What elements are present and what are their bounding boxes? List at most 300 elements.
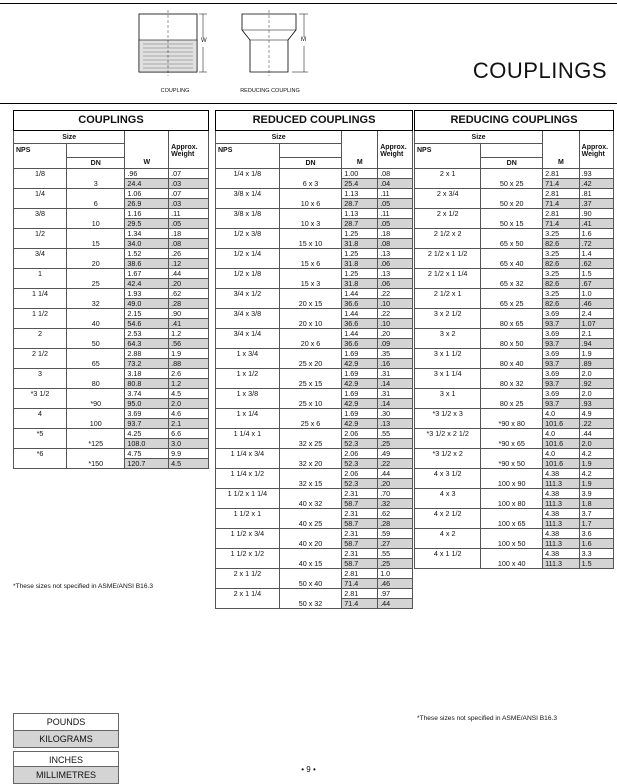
reduced-dn-cell: 25 x 15 <box>279 379 342 389</box>
reduced-row-metric <box>216 179 413 189</box>
reduced-weight-pounds-cell: 1.0 <box>378 569 413 579</box>
reducing-row <box>415 289 614 299</box>
reduced-dim-inches-cell: 2.31 <box>342 529 378 539</box>
reducing-dim-inches-cell: 4.0 <box>543 429 580 439</box>
reduced-dn-cell: 25 x 10 <box>279 399 342 409</box>
couplings-nps-cell: 3/4 <box>14 249 67 259</box>
couplings-dn-cell: *150 <box>67 459 125 469</box>
reducing-dim-mm-cell: 71.4 <box>543 199 580 209</box>
reduced-weight-pounds-cell: .30 <box>378 409 413 419</box>
reducing-nps-cell: *3 1/2 x 2 1/2 <box>415 429 481 439</box>
reduced-blank-cell <box>279 229 342 239</box>
reducing-weight-pounds-cell: .90 <box>579 209 613 219</box>
reduced-dim-mm-cell: 36.6 <box>342 339 378 349</box>
reduced-dim-inches-cell: 2.06 <box>342 449 378 459</box>
couplings-w-header: W <box>125 158 169 169</box>
couplings-weight-kg-cell: 4.5 <box>169 459 209 469</box>
reduced-dn-cell: 25 x 20 <box>279 359 342 369</box>
couplings-row-metric <box>14 179 209 189</box>
reduced-row-metric <box>216 299 413 309</box>
reduced-dim-inches-cell: 2.31 <box>342 509 378 519</box>
couplings-blank-cell <box>14 419 67 429</box>
reducing-weight-pounds-cell: 2.4 <box>579 309 613 319</box>
reducing-dim-mm-cell: 101.6 <box>543 439 580 449</box>
legend-inches: INCHES <box>13 751 119 769</box>
reducing-dim-inches-cell: 2.81 <box>543 169 580 179</box>
couplings-footnote: *These sizes not specified in ASME/ANSI B16.3 <box>13 583 154 590</box>
reducing-dim-inches-cell: 2.81 <box>543 209 580 219</box>
reducing-dn-cell: 80 x 50 <box>481 339 543 349</box>
reduced-dim-inches-cell: 1.69 <box>342 409 378 419</box>
reducing-weight-pounds-cell: 2.0 <box>579 389 613 399</box>
reducing-weight-pounds-cell: 3.9 <box>579 489 613 499</box>
reducing-blank-cell <box>415 219 481 229</box>
reduced-row <box>216 469 413 479</box>
top-rule <box>0 3 617 4</box>
reduced-weight-kg-cell: .09 <box>378 339 413 349</box>
reducing-blank-cell <box>481 429 543 439</box>
couplings-dim-mm-cell: 108.0 <box>125 439 169 449</box>
reduced-weight-pounds-cell: .18 <box>378 229 413 239</box>
reduced-weight-pounds-cell: .11 <box>378 209 413 219</box>
couplings-nps-cell: 2 1/2 <box>14 349 67 359</box>
couplings-blank-cell <box>67 309 125 319</box>
reduced-dim-mm-cell: 52.3 <box>342 459 378 469</box>
reduced-dim-inches-cell: 2.31 <box>342 549 378 559</box>
reducing-row-metric <box>415 219 614 229</box>
reducing-dim-mm-cell: 111.3 <box>543 479 580 489</box>
reducing-row <box>415 409 614 419</box>
reduced-weight-pounds-cell: .62 <box>378 509 413 519</box>
reduced-row <box>216 289 413 299</box>
couplings-nps-cell: *5 <box>14 429 67 439</box>
reduced-weight-kg-cell: .14 <box>378 399 413 409</box>
reducing-row <box>415 529 614 539</box>
reduced-blank-cell <box>279 289 342 299</box>
couplings-weight-pounds-cell: 6.6 <box>169 429 209 439</box>
reduced-blank-cell <box>279 429 342 439</box>
couplings-weight-pounds-cell: 4.5 <box>169 389 209 399</box>
couplings-dn-cell: 32 <box>67 299 125 309</box>
couplings-dn-cell: *90 <box>67 399 125 409</box>
reduced-weight-pounds-cell: .22 <box>378 289 413 299</box>
reducing-nps-cell: 2 x 1 <box>415 169 481 179</box>
reducing-weight-kg-cell: .93 <box>579 399 613 409</box>
reducing-row-metric <box>415 439 614 449</box>
reducing-row-metric <box>415 539 614 549</box>
reducing-row <box>415 549 614 559</box>
reducing-row <box>415 269 614 279</box>
reduced-dim-mm-cell: 52.3 <box>342 439 378 449</box>
couplings-dim-mm-cell: 120.7 <box>125 459 169 469</box>
reducing-dn-cell: 80 x 40 <box>481 359 543 369</box>
couplings-dn-cell: 25 <box>67 279 125 289</box>
couplings-weight-kg-cell: 3.0 <box>169 439 209 449</box>
reduced-blank-cell <box>216 439 280 449</box>
reducing-dn-cell: *90 x 80 <box>481 419 543 429</box>
reduced-dim-inches-cell: 1.25 <box>342 249 378 259</box>
reduced-nps-cell: 1 x 3/4 <box>216 349 280 359</box>
reduced-blank-cell <box>216 399 280 409</box>
couplings-nps-cell: 3/8 <box>14 209 67 219</box>
reduced-nps-cell: 1 x 1/2 <box>216 369 280 379</box>
reduced-blank-cell <box>216 539 280 549</box>
reducing-nps-cell: 4 x 2 1/2 <box>415 509 481 519</box>
couplings-blank-cell <box>14 339 67 349</box>
reducing-blank-cell <box>415 299 481 309</box>
reduced-nps-cell: 3/8 x 1/8 <box>216 209 280 219</box>
reducing-dim-inches-cell: 4.0 <box>543 409 580 419</box>
reducing-blank-cell <box>415 359 481 369</box>
reduced-dn-cell: 15 x 10 <box>279 239 342 249</box>
reduced-blank-cell <box>216 599 280 609</box>
couplings-table <box>13 110 209 469</box>
couplings-size-header: Size <box>14 131 125 144</box>
couplings-row <box>14 169 209 179</box>
couplings-nps-cell: 1 1/2 <box>14 309 67 319</box>
reduced-title: REDUCED COUPLINGS <box>216 111 413 131</box>
reduced-row-metric <box>216 419 413 429</box>
reducing-blank-cell <box>415 199 481 209</box>
reducing-dim-inches-cell: 3.69 <box>543 309 580 319</box>
reduced-row <box>216 429 413 439</box>
reduced-nps-cell: 1 1/4 x 1 <box>216 429 280 439</box>
couplings-dim-inches-cell: 2.15 <box>125 309 169 319</box>
reducing-row <box>415 249 614 259</box>
couplings-blank-cell <box>14 319 67 329</box>
reducing-blank-cell <box>481 369 543 379</box>
reducing-weight-kg-cell: 2.0 <box>579 439 613 449</box>
reduced-dn-header: DN <box>279 158 342 169</box>
reducing-blank-cell <box>481 389 543 399</box>
couplings-weight-pounds-cell: .90 <box>169 309 209 319</box>
reducing-nps-cell: 2 1/2 x 1 <box>415 289 481 299</box>
couplings-weight-kg-cell: .20 <box>169 279 209 289</box>
reduced-couplings-table <box>215 110 413 609</box>
couplings-weight-kg-cell: .03 <box>169 179 209 189</box>
couplings-dn-cell: 20 <box>67 259 125 269</box>
reduced-weight-kg-cell: .08 <box>378 239 413 249</box>
reduced-dim-inches-cell: 1.69 <box>342 389 378 399</box>
couplings-weight-kg-cell: .03 <box>169 199 209 209</box>
couplings-dn-cell: 15 <box>67 239 125 249</box>
reduced-dn-cell: 10 x 3 <box>279 219 342 229</box>
reduced-dim-mm-cell: 58.7 <box>342 519 378 529</box>
reduced-row-metric <box>216 479 413 489</box>
couplings-dim-inches-cell: .96 <box>125 169 169 179</box>
reduced-nps-header: NPS <box>216 144 280 158</box>
reduced-dim-mm-cell: 58.7 <box>342 559 378 569</box>
reducing-nps-cell: 3 x 1 1/4 <box>415 369 481 379</box>
couplings-blank-cell <box>14 239 67 249</box>
couplings-blank-cell <box>14 259 67 269</box>
reduced-blank-cell <box>216 359 280 369</box>
couplings-row <box>14 349 209 359</box>
reduced-weight-kg-cell: .25 <box>378 559 413 569</box>
reducing-row <box>415 429 614 439</box>
reduced-blank-cell <box>279 309 342 319</box>
reduced-nps-cell: 1 x 3/8 <box>216 389 280 399</box>
couplings-row-metric <box>14 459 209 469</box>
reduced-blank-cell <box>216 499 280 509</box>
couplings-dim-mm-cell: 95.0 <box>125 399 169 409</box>
reduced-dn-cell: 15 x 3 <box>279 279 342 289</box>
couplings-weight-pounds-cell: .07 <box>169 189 209 199</box>
couplings-row-metric <box>14 299 209 309</box>
couplings-dim-inches-cell: 3.74 <box>125 389 169 399</box>
couplings-blank-cell <box>67 289 125 299</box>
couplings-dn-cell: 50 <box>67 339 125 349</box>
reducing-nps-header: NPS <box>415 144 481 158</box>
couplings-blank-cell <box>67 349 125 359</box>
couplings-row <box>14 449 209 459</box>
reducing-dim-inches-cell: 3.69 <box>543 389 580 399</box>
reduced-row <box>216 329 413 339</box>
reducing-blank-cell <box>481 229 543 239</box>
couplings-dn-cell: 100 <box>67 419 125 429</box>
reducing-weight-kg-cell: 1.6 <box>579 539 613 549</box>
reducing-row-metric <box>415 479 614 489</box>
reducing-dim-inches-cell: 4.38 <box>543 549 580 559</box>
couplings-row <box>14 289 209 299</box>
couplings-blank-cell <box>67 449 125 459</box>
reducing-weight-header: Approx. Weight <box>579 144 613 158</box>
reducing-dim-inches-cell: 4.38 <box>543 509 580 519</box>
reducing-weight-pounds-cell: .93 <box>579 169 613 179</box>
reducing-dim-mm-cell: 111.3 <box>543 499 580 509</box>
reduced-weight-kg-cell: .10 <box>378 299 413 309</box>
reducing-weight-kg-cell: 1.9 <box>579 479 613 489</box>
reduced-row <box>216 489 413 499</box>
couplings-blank-cell <box>67 189 125 199</box>
reducing-row <box>415 229 614 239</box>
reduced-row-metric <box>216 399 413 409</box>
reducing-dn-cell: 80 x 32 <box>481 379 543 389</box>
reducing-weight-kg-cell: .94 <box>579 339 613 349</box>
reducing-nps-cell: 2 x 3/4 <box>415 189 481 199</box>
couplings-blank-cell <box>67 249 125 259</box>
reduced-row <box>216 189 413 199</box>
reducing-dim-inches-cell: 3.25 <box>543 229 580 239</box>
reduced-row-metric <box>216 239 413 249</box>
reduced-blank-cell <box>279 329 342 339</box>
reduced-blank-cell <box>216 559 280 569</box>
couplings-dim-inches-cell: 1.06 <box>125 189 169 199</box>
reduced-dim-inches-cell: 2.31 <box>342 489 378 499</box>
reducing-row <box>415 489 614 499</box>
reducing-row <box>415 369 614 379</box>
reducing-dim-inches-cell: 4.38 <box>543 469 580 479</box>
reduced-row <box>216 369 413 379</box>
couplings-blank-cell <box>14 199 67 209</box>
reducing-row-metric <box>415 239 614 249</box>
couplings-dn-cell: 10 <box>67 219 125 229</box>
reduced-nps-cell: 1 1/2 x 1 <box>216 509 280 519</box>
reducing-blank-cell <box>481 189 543 199</box>
couplings-row-metric <box>14 279 209 289</box>
couplings-row <box>14 309 209 319</box>
reducing-weight-pounds-cell: 1.4 <box>579 249 613 259</box>
reducing-title: REDUCING COUPLINGS <box>415 111 614 131</box>
reducing-row <box>415 389 614 399</box>
reduced-dim-mm-cell: 36.6 <box>342 299 378 309</box>
reduced-nps-cell: 1 1/4 x 1/2 <box>216 469 280 479</box>
reducing-blank-cell <box>481 469 543 479</box>
couplings-blank-cell <box>14 399 67 409</box>
reducing-dn-cell: 100 x 40 <box>481 559 543 569</box>
reducing-row <box>415 449 614 459</box>
reducing-weight-pounds-cell: 1.5 <box>579 269 613 279</box>
couplings-nps-cell: 1 1/4 <box>14 289 67 299</box>
reduced-weight-kg-cell: .27 <box>378 539 413 549</box>
couplings-weight-kg-cell: 2.0 <box>169 399 209 409</box>
reducing-blank-cell <box>415 419 481 429</box>
reducing-dim-mm-cell: 101.6 <box>543 419 580 429</box>
reduced-blank-cell <box>216 279 280 289</box>
reducing-dn-cell: 65 x 50 <box>481 239 543 249</box>
couplings-dim-mm-cell: 64.3 <box>125 339 169 349</box>
couplings-row-metric <box>14 339 209 349</box>
couplings-dim-inches-cell: 1.93 <box>125 289 169 299</box>
couplings-nps-cell: 4 <box>14 409 67 419</box>
reduced-dim-inches-cell: 2.06 <box>342 429 378 439</box>
reducing-blank-cell <box>415 499 481 509</box>
reduced-row-metric <box>216 319 413 329</box>
couplings-dn-header: DN <box>67 158 125 169</box>
couplings-row <box>14 269 209 279</box>
reduced-nps-cell: 2 x 1 1/2 <box>216 569 280 579</box>
reduced-dim-mm-cell: 42.9 <box>342 359 378 369</box>
couplings-row <box>14 369 209 379</box>
reducing-blank-cell <box>481 169 543 179</box>
couplings-dim-mm-cell: 73.2 <box>125 359 169 369</box>
reduced-blank-cell <box>279 449 342 459</box>
reduced-blank-cell <box>216 319 280 329</box>
reduced-blank-cell <box>279 189 342 199</box>
reducing-dim-mm-cell: 82.6 <box>543 239 580 249</box>
reduced-dn-cell: 25 x 6 <box>279 419 342 429</box>
reduced-nps-cell: 1/2 x 3/8 <box>216 229 280 239</box>
reduced-row-metric <box>216 439 413 449</box>
reduced-nps-cell: 1 1/2 x 3/4 <box>216 529 280 539</box>
reducing-dim-inches-cell: 3.25 <box>543 249 580 259</box>
reduced-weight-header: Approx. Weight <box>378 144 413 158</box>
reduced-blank-cell <box>216 459 280 469</box>
reducing-dim-mm-cell: 93.7 <box>543 379 580 389</box>
reduced-dim-mm-cell: 31.8 <box>342 279 378 289</box>
reduced-blank-cell <box>279 489 342 499</box>
reducing-nps-cell: *3 1/2 x 2 <box>415 449 481 459</box>
reduced-row-metric <box>216 579 413 589</box>
reducing-row-metric <box>415 459 614 469</box>
reducing-dim-inches-cell: 4.38 <box>543 489 580 499</box>
couplings-nps-cell: 3 <box>14 369 67 379</box>
reducing-weight-kg-cell: 1.8 <box>579 499 613 509</box>
reduced-row-metric <box>216 259 413 269</box>
couplings-dim-mm-cell: 24.4 <box>125 179 169 189</box>
reducing-nps-cell: 4 x 2 <box>415 529 481 539</box>
reducing-row-metric <box>415 199 614 209</box>
reducing-weight-kg-cell: .42 <box>579 179 613 189</box>
reduced-weight-kg-cell: .06 <box>378 279 413 289</box>
page-title: COUPLINGS <box>472 58 607 83</box>
couplings-blank-cell <box>67 429 125 439</box>
reduced-blank-cell <box>216 479 280 489</box>
reduced-row-metric <box>216 379 413 389</box>
reducing-dim-mm-cell: 93.7 <box>543 319 580 329</box>
reduced-row-metric <box>216 279 413 289</box>
reduced-weight-kg-cell: .32 <box>378 499 413 509</box>
reducing-row <box>415 349 614 359</box>
reduced-blank-cell <box>279 269 342 279</box>
reducing-dn-cell: 50 x 20 <box>481 199 543 209</box>
reduced-dim-inches-cell: 1.13 <box>342 189 378 199</box>
couplings-nps-cell: 1 <box>14 269 67 279</box>
reducing-blank-cell <box>415 239 481 249</box>
reduced-row-metric <box>216 339 413 349</box>
reduced-dn-cell: 40 x 15 <box>279 559 342 569</box>
reducing-row <box>415 509 614 519</box>
reduced-weight-kg-cell: .04 <box>378 179 413 189</box>
couplings-row <box>14 189 209 199</box>
reducing-weight-kg-cell: .41 <box>579 219 613 229</box>
reduced-blank-cell <box>279 169 342 179</box>
reducing-nps-cell: 4 x 1 1/2 <box>415 549 481 559</box>
couplings-dim-mm-cell: 26.9 <box>125 199 169 209</box>
reduced-nps-cell: 1 1/2 x 1 1/4 <box>216 489 280 499</box>
reduced-blank-cell <box>279 509 342 519</box>
legend-kilograms: KILOGRAMS <box>13 730 119 748</box>
couplings-weight-kg-cell: .05 <box>169 219 209 229</box>
couplings-weight-pounds-cell: .62 <box>169 289 209 299</box>
reducing-blank-cell <box>415 519 481 529</box>
couplings-dn-cell: 40 <box>67 319 125 329</box>
reducing-weight-kg-cell: 1.9 <box>579 459 613 469</box>
reducing-blank-cell <box>481 209 543 219</box>
couplings-row-metric <box>14 439 209 449</box>
reducing-footnote: *These sizes not specified in ASME/ANSI B16.3 <box>417 715 558 722</box>
reduced-dim-inches-cell: 2.81 <box>342 589 378 599</box>
reducing-dn-cell: 65 x 40 <box>481 259 543 269</box>
reduced-dim-mm-cell: 36.6 <box>342 319 378 329</box>
reduced-weight-pounds-cell: .08 <box>378 169 413 179</box>
couplings-blank-cell <box>14 459 67 469</box>
reduced-row-metric <box>216 219 413 229</box>
couplings-row-metric <box>14 419 209 429</box>
reduced-dim-mm-cell: 42.9 <box>342 419 378 429</box>
reducing-dim-mm-cell: 101.6 <box>543 459 580 469</box>
reduced-weight-pounds-cell: .20 <box>378 329 413 339</box>
reduced-dn-cell: 15 x 6 <box>279 259 342 269</box>
reduced-blank-cell <box>216 339 280 349</box>
legend-pounds: POUNDS <box>13 713 119 731</box>
reducing-blank-cell <box>415 539 481 549</box>
reduced-blank-cell <box>216 219 280 229</box>
couplings-dim-inches-cell: 4.75 <box>125 449 169 459</box>
reducing-row-metric <box>415 419 614 429</box>
reduced-weight-kg-cell: .10 <box>378 319 413 329</box>
reduced-row <box>216 169 413 179</box>
reduced-dim-mm-cell: 71.4 <box>342 599 378 609</box>
reduced-row-metric <box>216 199 413 209</box>
reducing-row <box>415 189 614 199</box>
reducing-blank-cell <box>415 179 481 189</box>
reduced-weight-pounds-cell: .59 <box>378 529 413 539</box>
reduced-weight-pounds-cell: .97 <box>378 589 413 599</box>
couplings-row-metric <box>14 199 209 209</box>
couplings-weight-pounds-cell: .44 <box>169 269 209 279</box>
reducing-blank-cell <box>415 259 481 269</box>
